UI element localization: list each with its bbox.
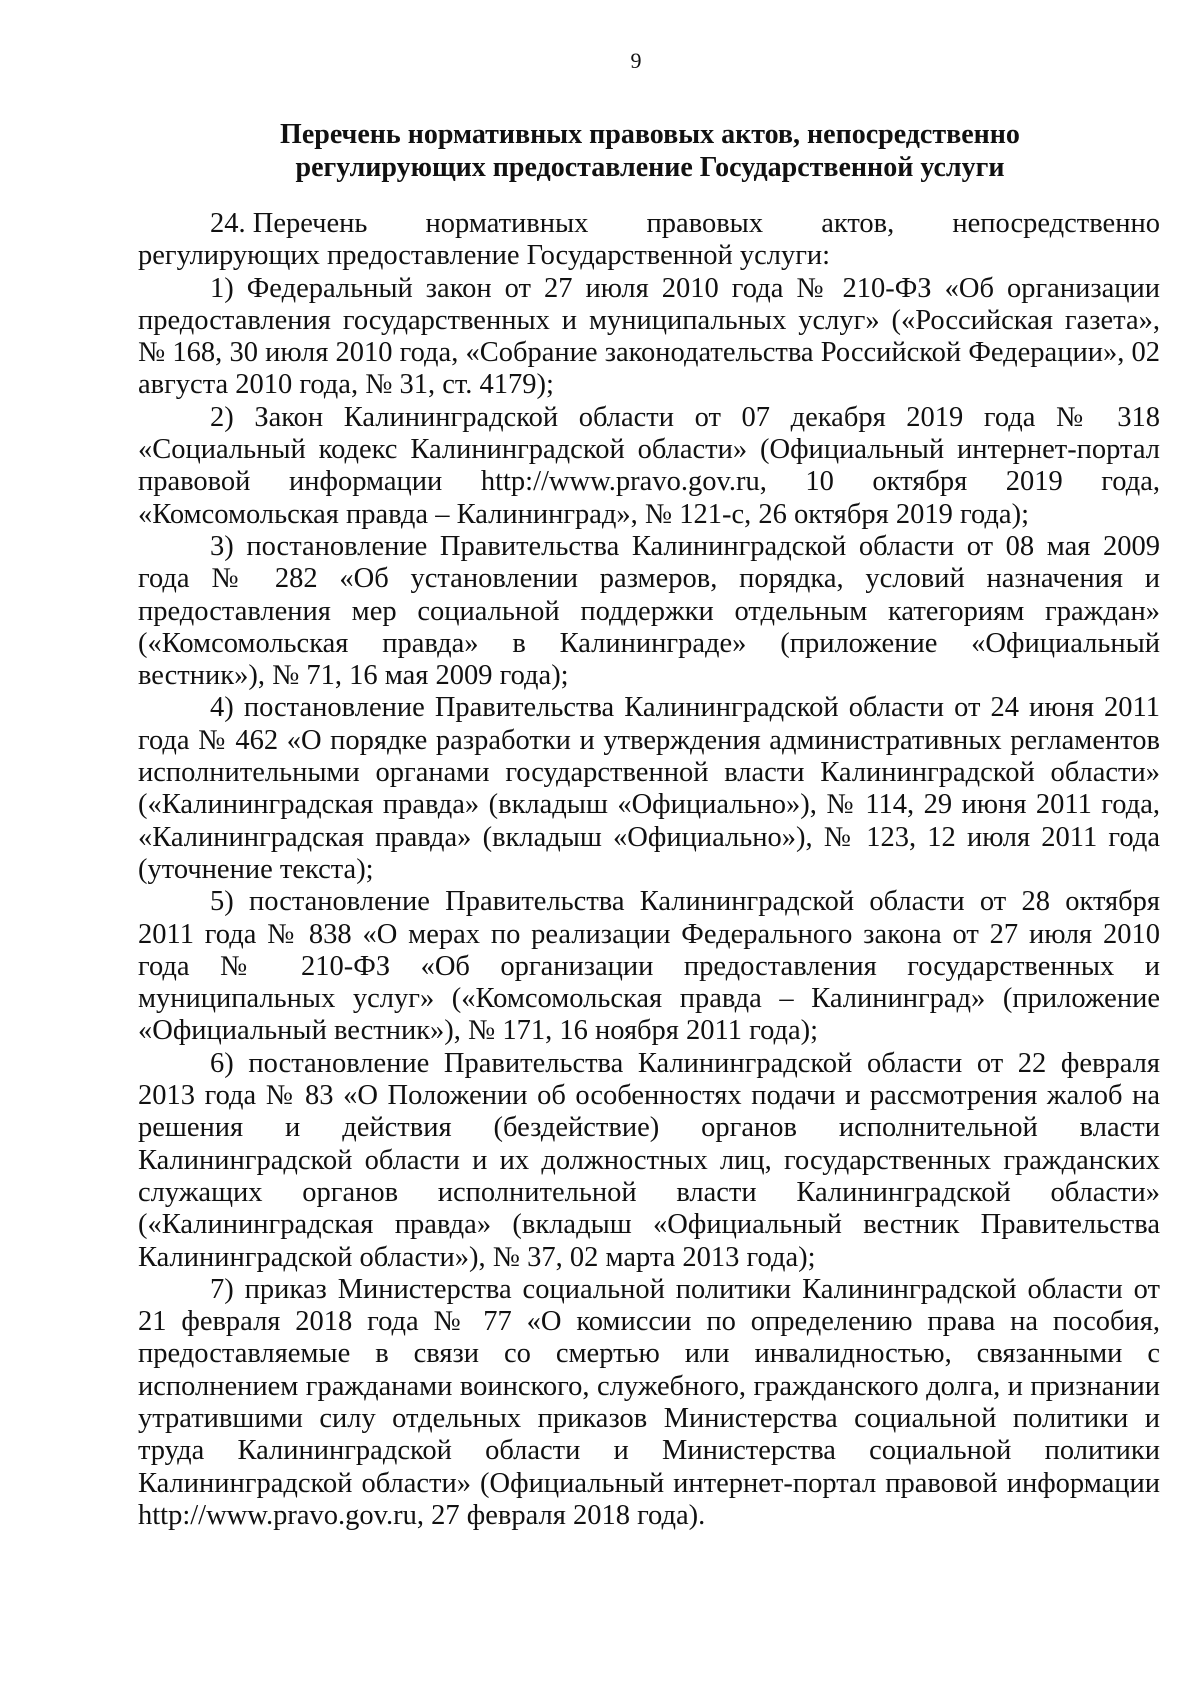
list-item-7: 7) приказ Министерства социальной политики Калининградской области от 21 февраля 2018 года № 77 «О комиссии по определению права на пособия, предоставляемые в связи со смертью или инвалидностью, связанными с исполнением гражданами воинского, служебного, гражданского долга, и признании утратившими силу отдельных приказов Министерства социальной политики и труда Калининградской области и Министерства социальной политики Калининградской области» (Официальный интернет-портал правовой информации http://www.pravo.gov.ru, 27 февраля 2018 года).	[138, 1273, 1160, 1531]
intro-word: актов,	[821, 208, 895, 239]
intro-word: правовых	[646, 208, 764, 239]
section-title	[140, 118, 1160, 184]
list-item-5: 5) постановление Правительства Калининградской области от 28 октября 2011 года № 838 «О мерах по реализации Федерального закона от 27 июля 2010 года № 210-ФЗ «Об организации предоставления государственных и муниципальных услуг» («Комсомольская правда – Калининград» (приложение «Официальный вестник»), № 171, 16 ноября 2011 года);	[138, 886, 1160, 1047]
page-number: 9	[630, 48, 642, 73]
intro-second-line: регулирующих предоставление Государственной услуги:	[138, 240, 831, 272]
intro-word: 24. Перечень	[210, 208, 368, 239]
intro-first-line	[138, 208, 1160, 240]
section-title-line-1: Перечень нормативных правовых актов, непосредственно	[280, 119, 1020, 150]
list-item-1: 1) Федеральный закон от 27 июля 2010 года № 210-ФЗ «Об организации предоставления государственных и муниципальных услуг» («Российская газета», № 168, 30 июля 2010 года, «Собрание законодательства Российской Федерации», 02 августа 2010 года, № 31, ст. 4179);	[138, 272, 1160, 401]
list-item-2: 2) Закон Калининградской области от 07 декабря 2019 года № 318 «Социальный кодекс Калининградской области» (Официальный интернет-портал правовой информации http://www.pravo.gov.ru, 10 октября 2019 года, «Комсомольская правда – Калининград», № 121-с, 26 октября 2019 года);	[138, 401, 1160, 530]
list-item-6: 6) постановление Правительства Калининградской области от 22 февраля 2013 года № 83 «О Положении об особенностях подачи и рассмотрения жалоб на решения и действия (бездействие) органов исполнительной власти Калининградской области и их должностных лиц, государственных гражданских служащих органов исполнительной власти Калининградской области» («Калининградская правда» (вкладыш «Официальный вестник Правительства Калининградской области»), № 37, 02 марта 2013 года);	[138, 1047, 1160, 1273]
list-item-3: 3) постановление Правительства Калининградской области от 08 мая 2009 года № 282 «Об установлении размеров, порядка, условий назначения и предоставления мер социальной поддержки отдельным категориям граждан» («Комсомольская правда» в Калининграде» (приложение «Официальный вестник»), № 71, 16 мая 2009 года);	[138, 530, 1160, 692]
list-item-4: 4) постановление Правительства Калининградской области от 24 июня 2011 года № 462 «О порядке разработки и утверждения административных регламентов исполнительными органами государственной власти Калининградской области» («Калининградская правда» (вкладыш «Официально»), № 114, 29 июня 2011 года, «Калининградская правда» (вкладыш «Официально»), № 123, 12 июля 2011 года (уточнение текста);	[138, 692, 1160, 885]
document-body	[138, 208, 1160, 1532]
intro-word: нормативных	[425, 208, 589, 239]
intro-word: непосредственно	[952, 208, 1160, 239]
section-title-line-2: регулирующих предоставление Государственной услуги	[295, 152, 1005, 183]
